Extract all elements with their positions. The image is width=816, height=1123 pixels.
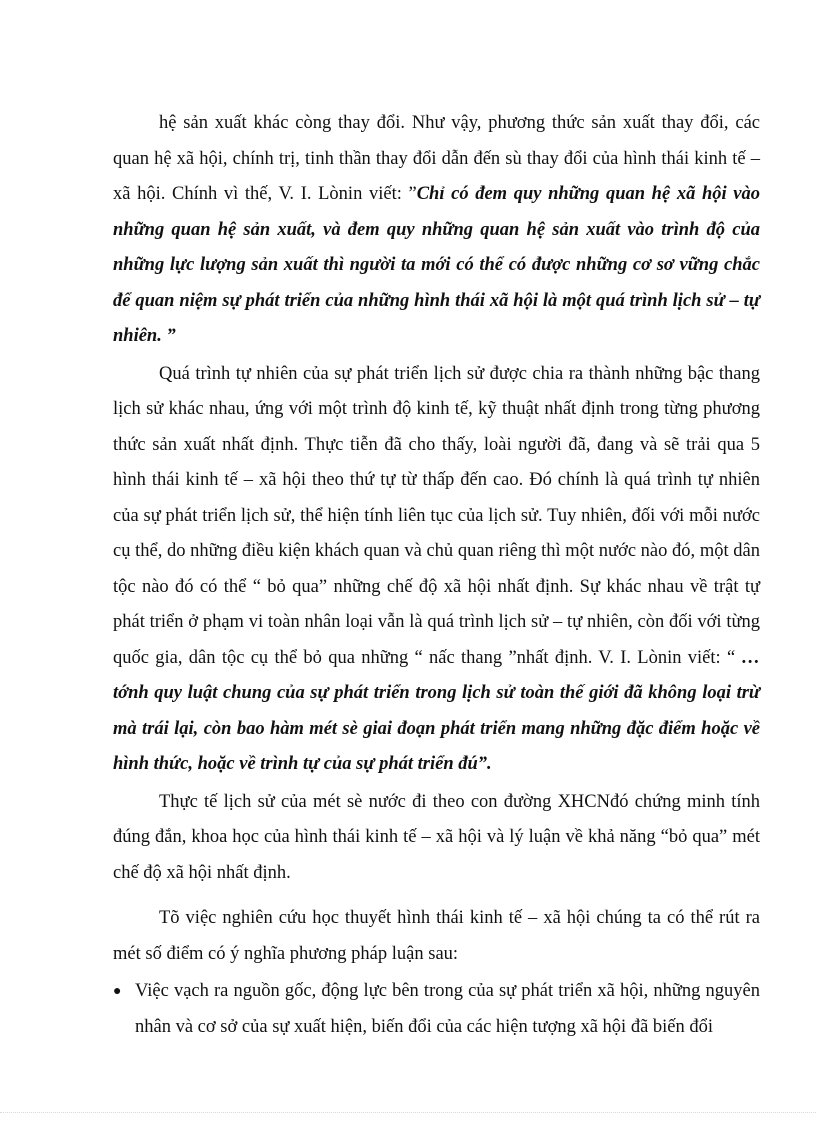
paragraph-4 xyxy=(113,901,760,972)
bullet-dot-icon: ● xyxy=(113,984,122,999)
paragraph-1-text: hệ sản xuất khác còng thay đổi. Như vậy, phương thức sản xuất thay đổi, các quan hệ xã hội, chính trị, tinh thần thay đổi dẫn đến sù thay đổi của hình thái kinh tế – xã hội. Chính vì thế, V. I. Lònin viết: ” xyxy=(113,113,760,204)
lenin-quote-2: …tớnh quy luật chung của sự phát triển trong lịch sử toàn thế giới đã không loại trừ mà trái lại, còn bao hàm mét sè giai đoạn phát triển mang những đặc điểm hoặc về hình thức, hoặc về trình tự của sự phát triển đú”. xyxy=(113,647,760,774)
paragraph-4-text: Tõ việc nghiên cứu học thuyết hình thái kinh tế – xã hội chúng ta có thể rút ra mét số điểm có ý nghĩa phương pháp luận sau: xyxy=(113,908,760,964)
paragraph-3-text: Thực tế lịch sử của mét sè nước đi theo con đường XHCNđó chứng minh tính đúng đắn, khoa học của hình thái kinh tế – xã hội và lý luận về khả năng “bỏ qua” mét chế độ xã hội nhất định. xyxy=(113,791,760,883)
paragraph-2-text: Quá trình tự nhiên của sự phát triển lịch sử được chia ra thành những bậc thang lịch sử khác nhau, ứng với một trình độ kinh tế, kỹ thuật nhất định trong từng phương thức sản xuất nhất định. Thực tiễn đã cho thấy, loài người đã, đang và sẽ trải qua 5 hình thái kinh tế – xã hội theo thứ tự từ thấp đến cao. Đó chính là quá trình tự nhiên của sự phát triển lịch sử, thể hiện tính liên tục của lịch sử. Tuy nhiên, đối với mỗi nước cụ thể, do những điều kiện khách quan và chủ quan riêng thì một nước nào đó, một dân tộc nào đó có thể “ bỏ qua” những chế độ xã hội nhất định. Sự khác nhau về trật tự phát triển ở phạm vi toàn nhân loại vẫn là quá trình lịch sử – tự nhiên, còn đối với từng quốc gia, dân tộc cụ thể bỏ qua những “ nấc thang ”nhất định. V. I. Lònin viết: “ xyxy=(113,363,760,668)
paragraph-2 xyxy=(113,357,760,783)
bullet-item-text: Việc vạch ra nguồn gốc, động lực bên trong của sự phát triển xã hội, những nguyên nhân và cơ sở của sự xuất hiện, biến đổi của các hiện tượng xã hội đã biến đổi xyxy=(135,981,760,1037)
paragraph-3 xyxy=(113,785,760,892)
paragraph-1 xyxy=(113,106,760,355)
bullet-item xyxy=(113,974,760,1045)
page-bottom-rule xyxy=(0,1112,816,1113)
lenin-quote-1: Chỉ có đem quy những quan hệ xã hội vào những quan hệ sản xuất, và đem quy những quan hệ sản xuất vào trình độ của những lực lượng sản xuất thì người ta mới có thể có được những cơ sơ vững chắc để quan niệm sự phát triển của những hình thái xã hội là một quá trình lịch sử – tự nhiên. ” xyxy=(113,184,760,346)
